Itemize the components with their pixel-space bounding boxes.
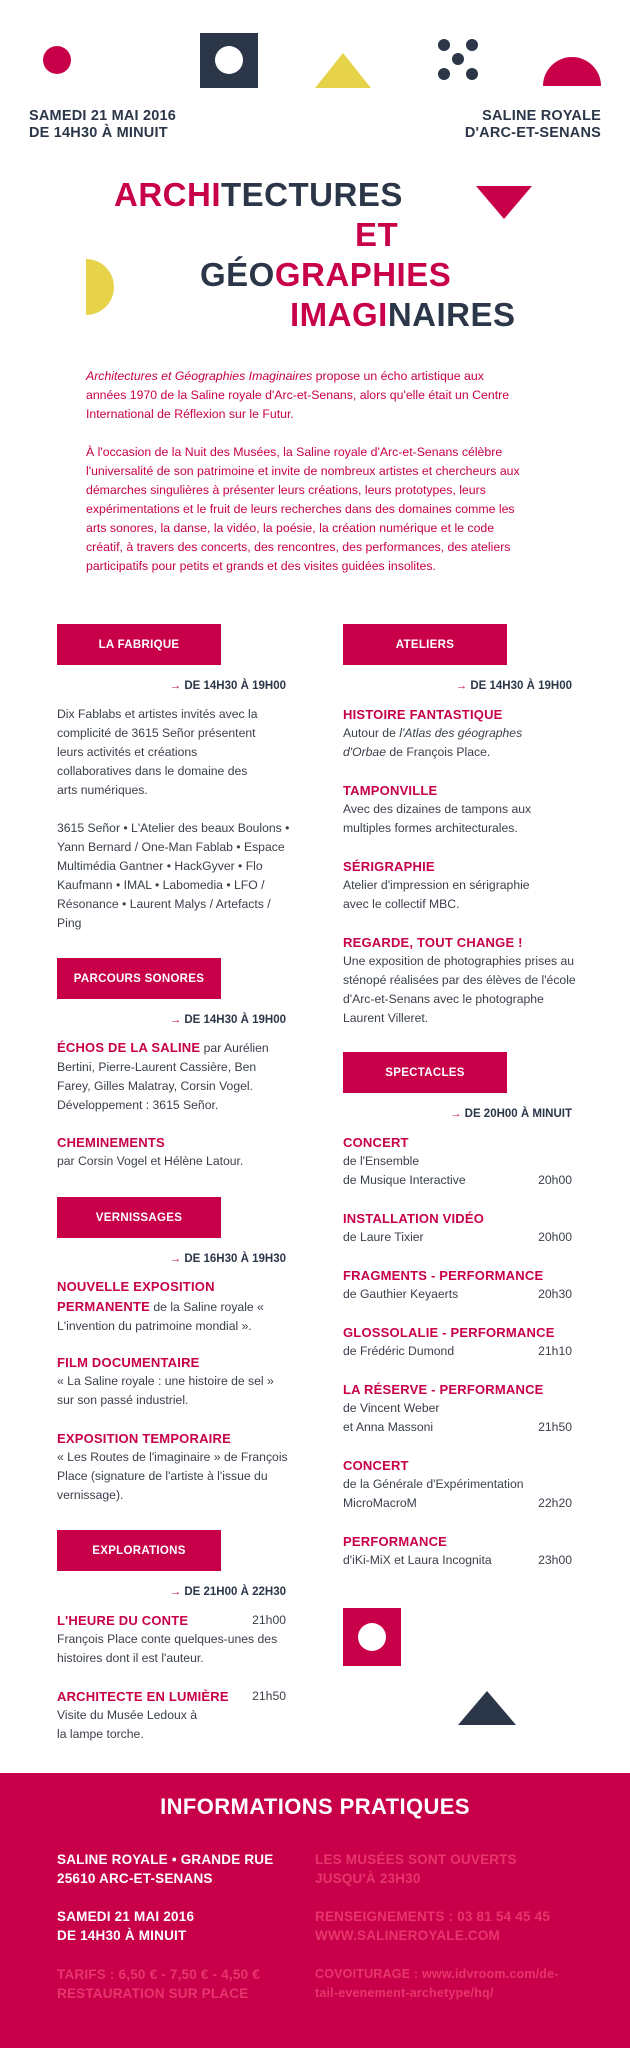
event-serigraphie	[343, 857, 578, 914]
event-heading: ARCHITECTE EN LUMIÈRE	[57, 1689, 229, 1704]
arrow-icon: →	[169, 680, 182, 692]
event-text-italic: l'Atlas des géographes d'Orbae	[343, 726, 523, 759]
event-echos-de-la-saline	[57, 1038, 292, 1115]
event-hour: 21h50	[538, 1420, 572, 1434]
event-text: « Les Routes de l'imaginaire » de François Place (signature de l'artiste à l'issue du vernissage).	[57, 1450, 288, 1502]
arrow-icon: →	[169, 1253, 182, 1265]
section-button-spectacles[interactable]	[343, 1052, 507, 1093]
title-part: GRAPHIES	[274, 256, 452, 293]
white-dot-shape	[215, 46, 243, 74]
section-label: VERNISSAGES	[95, 1211, 183, 1224]
section-time	[450, 1108, 572, 1120]
event-text: de François Place.	[385, 745, 491, 759]
info-line: SALINE ROYALE • GRANDE RUE	[57, 1852, 274, 1867]
spectacle-item	[343, 1456, 572, 1513]
event-architecte-en-lumiere	[57, 1687, 286, 1744]
title-line-1	[114, 175, 403, 215]
title-part: ARCHI	[114, 176, 221, 213]
event-text: par Aurélien Bertini, Pierre-Laurent Cassière, Ben Farey, Gilles Malatray, Corsin Vogel. Développement : 3615 Señor.	[57, 1041, 269, 1112]
red-half-circle-shape	[543, 57, 601, 86]
intro-paragraph-2: À l'occasion de la Nuit des Musées, la Saline royale d'Arc-et-Senans célèbre l'universalité de son patrimoine et invite de nombreux artistes et chercheurs aux démarches singulières à présenter leurs créations, leurs prototypes, leurs expérimentations et le fruit de leurs recherches dans des domaines comme les arts sonores, la danse, la vidéo, la poésie, la création numérique et le code créatif, à travers des concerts, des rencontres, des performances, des ateliers participatifs pour petits et grands et des visites guidées insolites.	[86, 445, 520, 573]
event-text: « La Saline royale : une histoire de sel » sur son passé industriel.	[57, 1374, 274, 1407]
event-text: et Anna Massoni	[343, 1420, 434, 1434]
event-heading: EXPOSITION TEMPORAIRE	[57, 1431, 231, 1446]
time-text: DE 21H00 À 22H30	[184, 1586, 286, 1598]
event-hour: 21h50	[252, 1689, 286, 1703]
section-button-parcours-sonores[interactable]	[57, 958, 221, 999]
section-time	[170, 1253, 286, 1265]
event-regarde-tout-change	[343, 933, 578, 1028]
time-text: DE 14H30 À 19H00	[184, 1014, 286, 1026]
event-heading: CHEMINEMENTS	[57, 1135, 165, 1150]
event-heading: SÉRIGRAPHIE	[343, 859, 435, 874]
event-text: par Corsin Vogel et Hélène Latour.	[57, 1154, 244, 1168]
event-histoire-fantastique	[343, 705, 558, 762]
event-text: de Frédéric Dumond	[343, 1344, 455, 1358]
time-text: DE 16H30 À 19H30	[184, 1253, 286, 1265]
event-heading: CONCERT	[343, 1135, 409, 1150]
event-text: d'iKi-MiX et Laura Incognita	[343, 1553, 492, 1567]
spectacle-item	[343, 1266, 572, 1304]
spectacle-item	[343, 1133, 572, 1190]
section-label: ATELIERS	[395, 638, 455, 651]
section-label: PARCOURS SONORES	[73, 972, 205, 985]
section-button-ateliers[interactable]	[343, 624, 507, 665]
event-heading: LA RÉSERVE - PERFORMANCE	[343, 1382, 544, 1397]
info-line: SAMEDI 21 MAI 2016	[57, 1909, 195, 1924]
section-label: SPECTACLES	[385, 1066, 465, 1079]
title-line-3	[200, 255, 451, 295]
info-line: TARIFS : 6,50 € - 7,50 € - 4,50 €	[57, 1967, 260, 1982]
navy-dots-cluster-shape	[438, 39, 478, 80]
spectacle-item	[343, 1209, 572, 1247]
spectacle-item	[343, 1380, 572, 1437]
event-hour: 20h00	[538, 1173, 572, 1187]
section-time	[456, 680, 572, 692]
section-label: LA FABRIQUE	[98, 638, 180, 651]
event-hour: 20h30	[538, 1287, 572, 1301]
info-line: LES MUSÉES SONT OUVERTS	[315, 1852, 517, 1867]
event-heading: HISTOIRE FANTASTIQUE	[343, 707, 503, 722]
event-text: Une exposition de photographies prises au sténopé réalisées par des élèves de l'école d'Arc-et-Senans avec le photographe Laurent Villeret.	[343, 954, 576, 1025]
event-hour: 21h00	[252, 1613, 286, 1627]
red-down-triangle-shape	[476, 186, 532, 219]
event-heading: TAMPONVILLE	[343, 783, 438, 798]
yellow-triangle-shape	[315, 53, 371, 88]
section-time	[170, 1014, 286, 1026]
fabrique-participants: 3615 Señor • L'Atelier des beaux Boulons • Yann Bernard / One-Man Fablab • Espace Multimédia Gantner • HackGyver • Flo Kaufmann • IMAL • Labomedia • LFO / Résonance • Laurent Malys / Artefacts / Ping	[57, 821, 290, 930]
place-line: D'ARC-ET-SENANS	[464, 125, 601, 141]
website-link[interactable]: WWW.SALINEROYALE.COM	[315, 1928, 500, 1943]
info-line: RESTAURATION SUR PLACE	[57, 1986, 249, 2001]
event-heading: PERFORMANCE	[343, 1534, 448, 1549]
spectacle-item	[343, 1532, 572, 1570]
time-text: DE 14H30 À 19H00	[470, 680, 572, 692]
info-tarifs	[57, 1965, 260, 2003]
event-text: François Place conte quelques-unes des histoires dont il est l'auteur.	[57, 1632, 278, 1665]
event-heading: CONCERT	[343, 1458, 409, 1473]
info-line: DE 14H30 À MINUIT	[57, 1928, 187, 1943]
event-text: de Laure Tixier	[343, 1230, 424, 1244]
event-heading: REGARDE, TOUT CHANGE !	[343, 935, 523, 950]
event-heading: INSTALLATION VIDÉO	[343, 1211, 485, 1226]
event-heading: FILM DOCUMENTAIRE	[57, 1355, 200, 1370]
event-text: Autour de	[343, 726, 400, 740]
intro-emphasis: Architectures et Géographies Imaginaires	[86, 369, 313, 383]
event-hour: 20h00	[538, 1230, 572, 1244]
event-heading: FRAGMENTS - PERFORMANCE	[343, 1268, 544, 1283]
event-text: de Musique Interactive	[343, 1173, 466, 1187]
event-cheminements	[57, 1133, 292, 1171]
event-hour: 22h20	[538, 1496, 572, 1510]
section-time	[170, 680, 286, 692]
section-button-explorations[interactable]	[57, 1530, 221, 1571]
fabrique-description: Dix Fablabs et artistes invités avec la complicité de 3615 Señor présentent leurs activités et créations collaboratives dans le domaine des arts numériques.	[57, 707, 258, 797]
event-heading: L'HEURE DU CONTE	[57, 1613, 189, 1628]
title-line-2: ET	[355, 216, 399, 253]
event-date	[29, 108, 176, 142]
event-exposition-temporaire	[57, 1429, 292, 1505]
info-line: JUSQU'À 23H30	[315, 1871, 421, 1886]
title-part: NAIRES	[387, 296, 516, 333]
event-nouvelle-exposition	[57, 1277, 292, 1336]
arrow-icon: →	[455, 680, 468, 692]
section-time	[170, 1586, 286, 1598]
title-part: GÉO	[200, 256, 275, 293]
info-address	[57, 1850, 273, 1888]
event-tamponville	[343, 781, 578, 838]
event-hour: 23h00	[538, 1553, 572, 1567]
practical-info-panel	[0, 1773, 630, 2048]
intro-paragraph-1	[86, 367, 526, 424]
practical-info-title: INFORMATIONS PRATIQUES	[160, 1794, 470, 1819]
section-label: EXPLORATIONS	[92, 1544, 186, 1557]
event-place	[465, 108, 601, 142]
time-line: DE 14H30 À MINUIT	[29, 125, 168, 141]
title-part: IMAGI	[290, 296, 388, 333]
section-button-la-fabrique[interactable]	[57, 624, 221, 665]
event-film-documentaire	[57, 1353, 292, 1410]
arrow-icon: →	[169, 1586, 182, 1598]
info-line: RENSEIGNEMENTS : 03 81 54 45 45	[315, 1909, 551, 1924]
info-line: tail-evenement-archetype/hq/	[315, 1986, 494, 2000]
info-museums	[315, 1850, 517, 1888]
title-line-4	[290, 295, 516, 335]
section-button-vernissages[interactable]	[57, 1197, 221, 1238]
event-text: de l'Ensemble	[343, 1154, 420, 1168]
title-part: TECTURES	[221, 176, 403, 213]
arrow-icon: →	[449, 1108, 462, 1120]
info-line: 25610 ARC-ET-SENANS	[57, 1871, 213, 1886]
place-line: SALINE ROYALE	[482, 108, 601, 124]
red-circle-shape	[43, 46, 71, 74]
event-text: Visite du Musée Ledoux à la lampe torche.	[57, 1708, 198, 1741]
time-text: DE 14H30 À 19H00	[184, 680, 286, 692]
event-heading: GLOSSOLALIE - PERFORMANCE	[343, 1325, 555, 1340]
yellow-half-circle-shape	[86, 259, 114, 315]
navy-triangle-shape	[458, 1691, 516, 1725]
event-hour: 21h10	[538, 1344, 572, 1358]
event-text: Avec des dizaines de tampons aux multiples formes architecturales.	[343, 802, 532, 835]
event-heading: NOUVELLE EXPOSITION PERMANENTE	[57, 1279, 215, 1314]
intro-text: propose un écho artistique aux années 1970 de la Saline royale d'Arc-et-Senans, alors qu'elle était un Centre International de Réflexion sur le Futur.	[86, 369, 510, 421]
event-text: Atelier d'impression en sérigraphie avec le collectif MBC.	[343, 878, 530, 911]
event-heading: ÉCHOS DE LA SALINE	[57, 1040, 201, 1055]
event-text: de Vincent Weber	[343, 1401, 440, 1415]
time-text: DE 20H00 À MINUIT	[464, 1108, 572, 1120]
event-text: de la Saline royale « L'invention du patrimoine mondial ».	[57, 1300, 264, 1333]
info-line: COVOITURAGE : www.idvroom.com/de-	[315, 1967, 559, 1981]
arrow-icon: →	[169, 1014, 182, 1026]
info-date	[57, 1907, 194, 1945]
event-text: de la Générale d'Expérimentation	[343, 1477, 524, 1491]
date-line: SAMEDI 21 MAI 2016	[29, 108, 177, 124]
event-heure-du-conte	[57, 1611, 286, 1668]
spectacle-item	[343, 1323, 572, 1361]
event-text: de Gauthier Keyaerts	[343, 1287, 459, 1301]
white-dot-shape	[358, 1623, 386, 1651]
info-renseignements	[315, 1907, 550, 1945]
info-covoiturage[interactable]	[315, 1965, 559, 2003]
event-text: MicroMacroM	[343, 1496, 417, 1510]
